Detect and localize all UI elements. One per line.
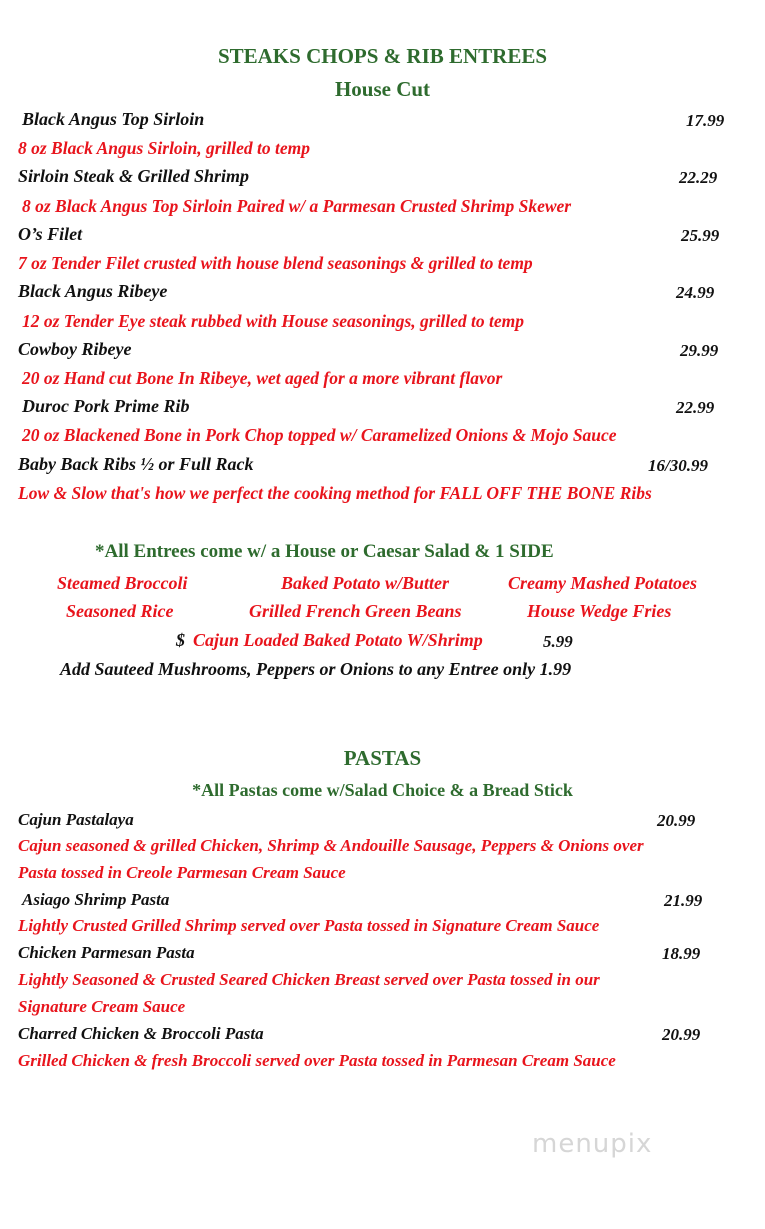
menu-item-description: 8 oz Black Angus Sirloin, grilled to temp	[18, 138, 311, 158]
menu-item-description: 20 oz Hand cut Bone In Ribeye, wet aged for a more vibrant flavor	[22, 368, 503, 388]
menu-item-price: 18.99	[662, 944, 701, 963]
side-option: House Wedge Fries	[527, 601, 672, 621]
menu-item-price: 22.99	[676, 398, 715, 417]
steaks-section-subtitle: House Cut	[334, 77, 431, 101]
menu-item-name: Chicken Parmesan Pasta	[18, 943, 195, 962]
menu-item-description: Lightly Seasoned & Crusted Seared Chicken Breast served over Pasta tossed in our	[18, 970, 600, 989]
menu-item-price: 20.99	[662, 1025, 701, 1044]
side-option: Steamed Broccoli	[57, 573, 188, 593]
menu-item-name: Asiago Shrimp Pasta	[22, 890, 170, 909]
side-option: Creamy Mashed Potatoes	[508, 573, 697, 593]
side-option: Seasoned Rice	[66, 601, 174, 621]
menu-item-description: Low & Slow that's how we perfect the cooking method for FALL OFF THE BONE Ribs	[18, 483, 652, 503]
menu-item-price: 22.29	[679, 168, 718, 187]
menu-item-name: Cowboy Ribeye	[18, 339, 132, 359]
entree-sides-note: *All Entrees come w/ a House or Caesar Salad & 1 SIDE	[95, 541, 554, 562]
upgrade-side-price: 5.99	[543, 632, 573, 651]
menu-item-name: Black Angus Top Sirloin	[22, 109, 205, 129]
menu-item-description: 12 oz Tender Eye steak rubbed with House seasonings, grilled to temp	[22, 311, 525, 331]
menu-item-name: Duroc Pork Prime Rib	[22, 396, 190, 416]
menu-item-description: 8 oz Black Angus Top Sirloin Paired w/ a Parmesan Crusted Shrimp Skewer	[22, 196, 572, 216]
menu-item-price: 17.99	[686, 111, 725, 130]
menu-item-description: Cajun seasoned & grilled Chicken, Shrimp & Andouille Sausage, Peppers & Onions over	[18, 836, 644, 855]
addon-note: Add Sauteed Mushrooms, Peppers or Onions to any Entree only 1.99	[60, 659, 572, 679]
menu-item-name: Charred Chicken & Broccoli Pasta	[18, 1024, 264, 1043]
side-option: Grilled French Green Beans	[249, 601, 462, 621]
menu-item-name: Sirloin Steak & Grilled Shrimp	[18, 166, 250, 186]
menu-item-price: 16/30.99	[648, 456, 708, 475]
menu-item-price: 25.99	[681, 226, 720, 245]
menu-item-name: O’s Filet	[18, 224, 83, 244]
side-option: Baked Potato w/Butter	[281, 573, 450, 593]
menu-item-description: 20 oz Blackened Bone in Pork Chop topped w/ Caramelized Onions & Mojo Sauce	[22, 425, 617, 445]
menu-item-description: 7 oz Tender Filet crusted with house blend seasonings & grilled to temp	[18, 253, 533, 273]
menu-item-description: Signature Cream Sauce	[18, 997, 186, 1016]
menu-item-price: 21.99	[664, 891, 703, 910]
pastas-section-title: PASTAS	[343, 746, 422, 770]
menu-item-price: 20.99	[657, 811, 696, 830]
pastas-note: *All Pastas come w/Salad Choice & a Bread Stick	[192, 780, 573, 800]
menu-item-name: Black Angus Ribeye	[18, 281, 168, 301]
menu-item-description: Lightly Crusted Grilled Shrimp served over Pasta tossed in Signature Cream Sauce	[18, 916, 600, 935]
menu-item-name: Cajun Pastalaya	[18, 810, 134, 829]
menu-item-price: 29.99	[680, 341, 719, 360]
menu-item-description: Grilled Chicken & fresh Broccoli served over Pasta tossed in Parmesan Cream Sauce	[18, 1051, 616, 1070]
menupix-watermark: menupix	[532, 1129, 653, 1159]
steaks-section-title: STEAKS CHOPS & RIB ENTREES	[217, 44, 548, 68]
menu-item-name: Baby Back Ribs ½ or Full Rack	[18, 454, 254, 474]
upgrade-side-name: Cajun Loaded Baked Potato W/Shrimp	[193, 630, 483, 650]
menu-item-description: Pasta tossed in Creole Parmesan Cream Sauce	[18, 863, 346, 882]
upgrade-dollar-sign: $	[176, 630, 185, 650]
menu-item-price: 24.99	[676, 283, 715, 302]
